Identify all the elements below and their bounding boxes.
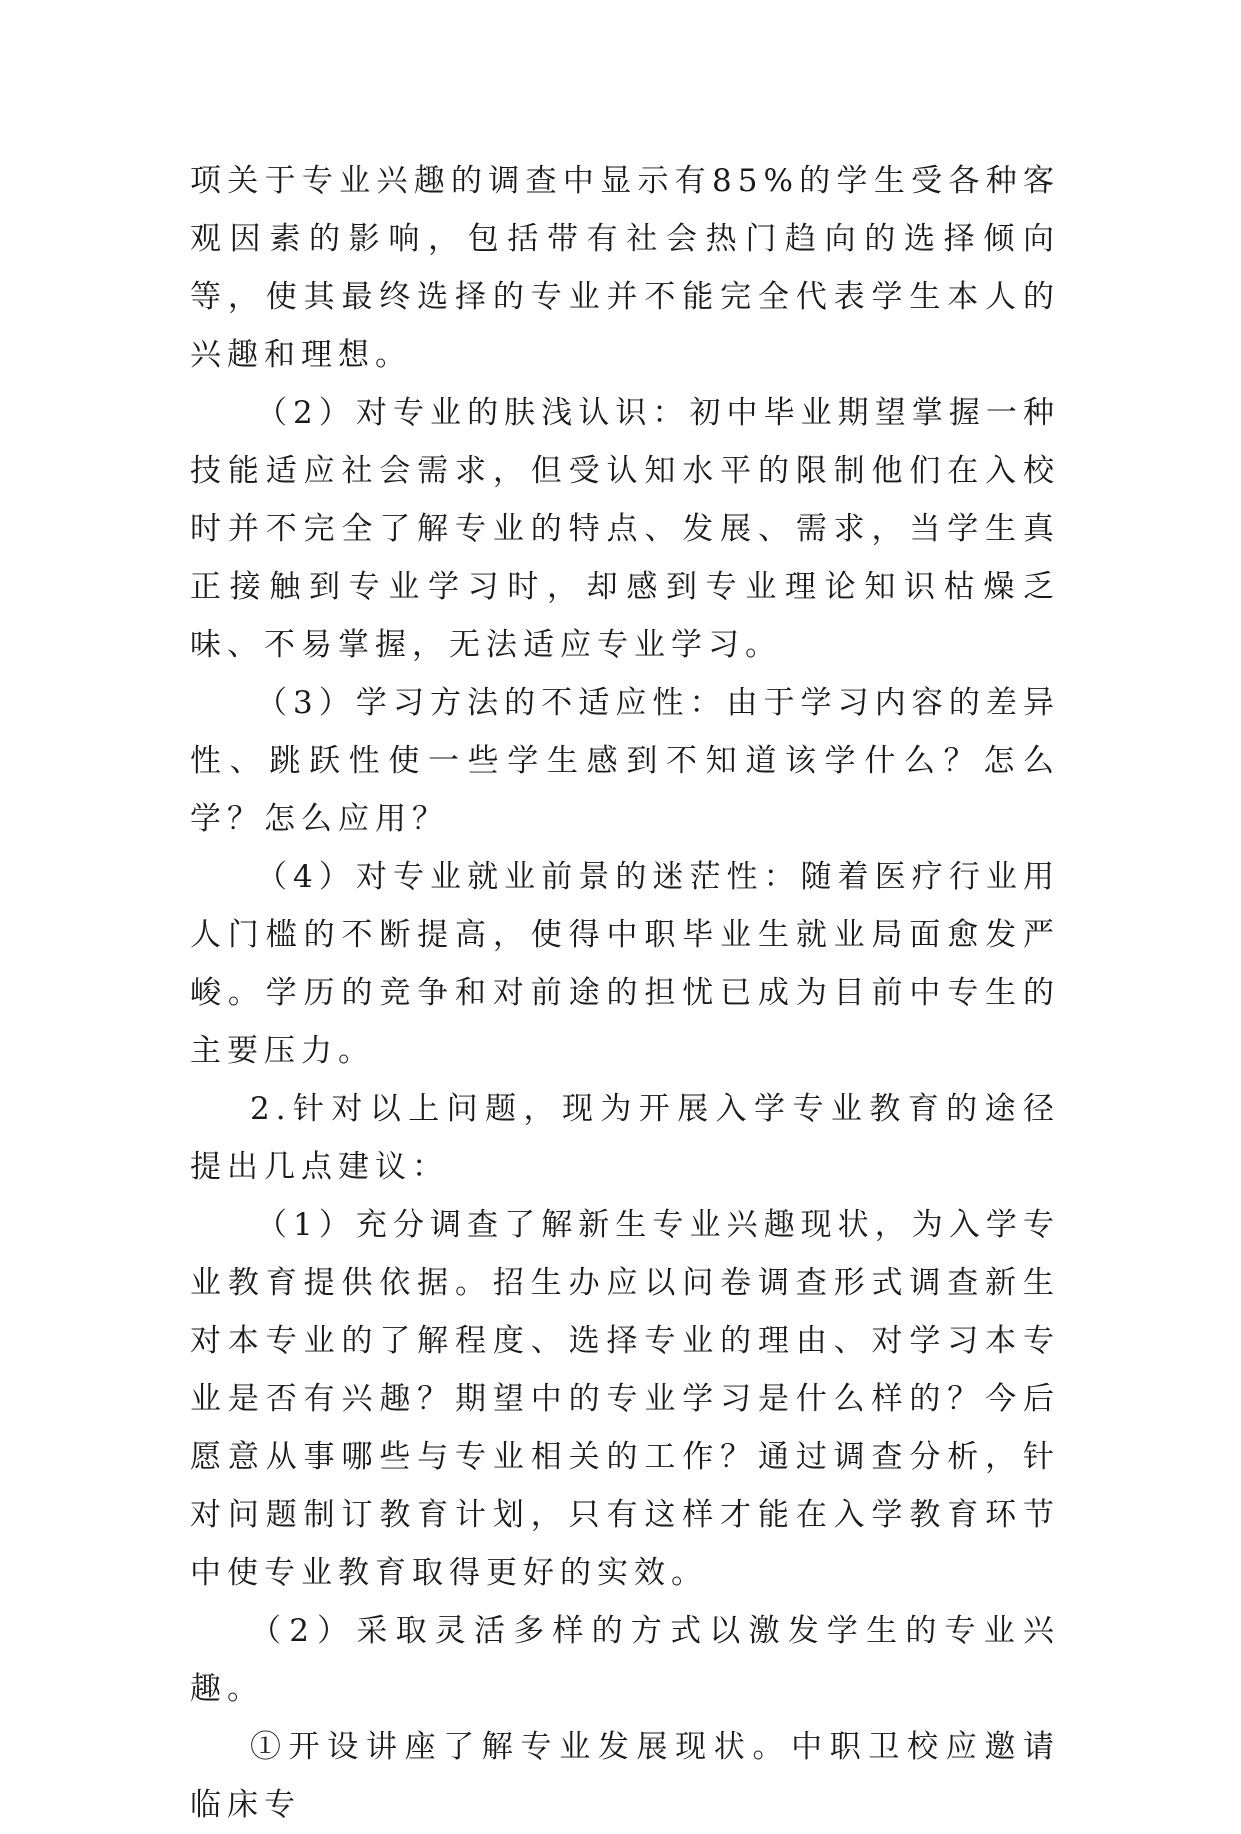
paragraph-point-4: （4）对专业就业前景的迷茫性：随着医疗行业用人门槛的不断提高，使得中职毕业生就业局面愈发严峻。学历的竞争和对前途的担忧已成为目前中专生的主要压力。 (190, 859, 1060, 1069)
paragraph-point-3: （3）学习方法的不适应性：由于学习内容的差异性、跳跃性使一些学生感到不知道该学什么？怎么学？怎么应用？ (190, 685, 1060, 837)
paragraph-survey-continued: 项关于专业兴趣的调查中显示有85%的学生受各种客观因素的影响，包括带有社会热门趋向的选择倾向等，使其最终选择的专业并不能完全代表学生本人的兴趣和理想。 (190, 163, 1060, 373)
paragraph-point-2: （2）对专业的肤浅认识：初中毕业期望掌握一种技能适应社会需求，但受认知水平的限制他们在入校时并不完全了解专业的特点、发展、需求，当学生真正接触到专业学习时，却感到专业理论知识枯燥乏味、不易掌握，无法适应专业学习。 (190, 395, 1060, 663)
paragraph-suggestion-2: （2）采取灵活多样的方式以激发学生的专业兴趣。 (190, 1613, 1060, 1707)
document-body (190, 152, 1060, 1834)
paragraph-suggestions-intro: 2.针对以上问题，现为开展入学专业教育的途径提出几点建议： (190, 1091, 1060, 1185)
paragraph-suggestion-2-item-1: ①开设讲座了解专业发展现状。中职卫校应邀请临床专 (190, 1729, 1060, 1823)
paragraph-suggestion-1: （1）充分调查了解新生专业兴趣现状，为入学专业教育提供依据。招生办应以问卷调查形式调查新生对本专业的了解程度、选择专业的理由、对学习本专业是否有兴趣？期望中的专业学习是什么样的？今后愿意从事哪些与专业相关的工作？通过调查分析，针对问题制订教育计划，只有这样才能在入学教育环节中使专业教育取得更好的实效。 (190, 1207, 1060, 1591)
